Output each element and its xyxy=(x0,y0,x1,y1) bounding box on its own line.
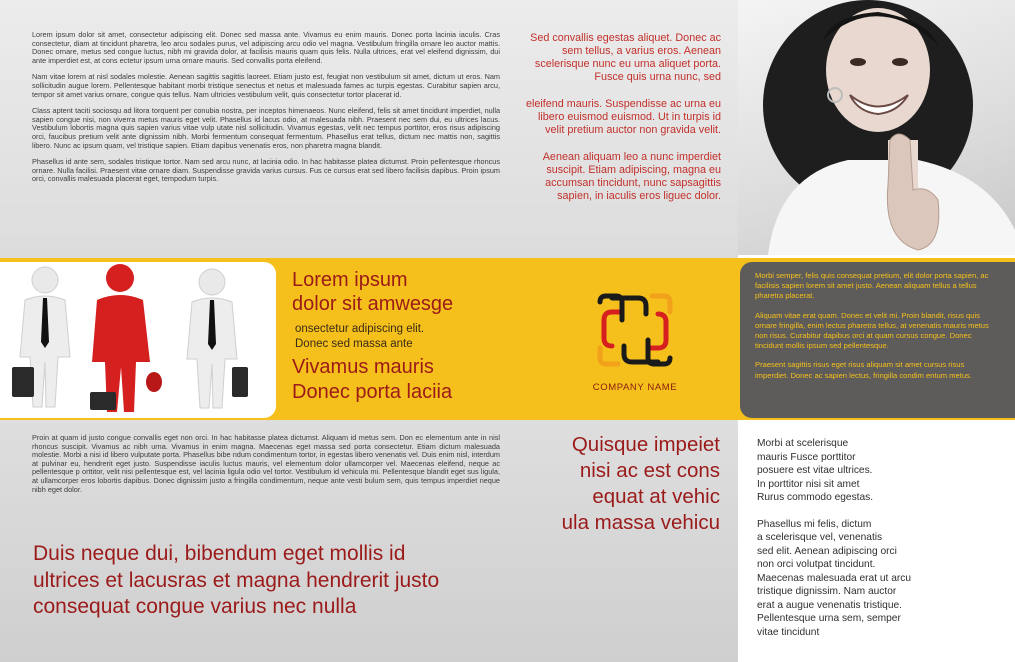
card-paragraph-1: Morbi semper, felis quis consequat pretium, elit dolor porta sapien, ac facilisis sapien lorem sit amet justo. Aenean aliquam tellus a tellus pharetra placerat. xyxy=(755,271,989,301)
bottom-left-paragraph: Proin at quam id justo congue convallis eget non orci. In hac habitasse platea dictumst. Aliquam id metus sem. Don ec elementum ante in nisl rhoncus suscipit. Vivamus ac nibh urna. Vivamus in enim magna. Maecenas eget massa sed porta consectetur. Etiam dictum malesuada molestie. Morbi a nisi id libero vulputate porta. Phasellus bibe ndum condimentum tortor, in egestas libero venenatis vel. Duis enim nisl, interdum at pulvinar eu, hendrerit eget justo. Suspendisse iaculis luctus mauris, vel elementum dolor ullamcorper vel. Maecenas eleifend, neque ac pellentesque p orttitor, velit nisi pellentesque est, vel lacinia ligula odio vel tortor. Vestibulum id vehicula mi. Pellentesque blandit eget sus ligula, at ullamcorper eros lobortis dapibus. Donec dignissim justo a fringilla condimentum, neque ante vesti bulum sem, quis tempus imperdiet neque nibh eget dolor. xyxy=(32,433,500,494)
red-figure-center xyxy=(90,264,162,412)
top-left-paragraph-2: Nam vitae lorem at nisl sodales molestie. Aenean sagittis sagittis laoreet. Etiam justo est, feugiat non vestibulum sit amet, dictum ut eros. Nam sollicitudin augue lorem. Pellentesque habitant morbi tristique senectus et netus et malesuada fames ac turpis egestas. Curabitur sapien arcu, tempor sit amet varius ornare, congue quis tellus. Nam ultricies vestibulum velit, quis consectetur tortor placerat id. xyxy=(32,72,500,99)
bottom-right-paragraph-2: Phasellus mi felis, dictum a scelerisque vel, venenatis sed elit. Aenean adipiscing orci non orci volutpat tincidunt. Maecenas malesuada erat ut arcu tristique dignissim. Nam auctor erat a augue venenatis tristique. Pellentesque urna sem, semper vitae tincidunt xyxy=(757,518,912,638)
white-figure-left xyxy=(12,267,70,407)
company-logo xyxy=(590,290,680,380)
woman-photo xyxy=(738,0,1015,255)
top-middle-paragraph-1: Sed convallis egestas aliquet. Donec ac sem tellus, a varius eros. Aenean scelerisque nunc eu urna aliquet porta. Fusce quis urna nunc, sed xyxy=(530,32,721,83)
card-paragraph-2: Aliquam vitae erat quam. Donec et velit mi. Proin blandit, risus quis ornare fringilla, enim lectus pharetra tellus, at venenatis mauris metus non risus. Curabitur dapibus orci at quam cursus congue. Donec tincidunt mollis ipsum sed pellentesque. xyxy=(755,310,989,351)
figures-image-card xyxy=(0,262,276,418)
top-middle-paragraph-3: Aenean aliquam leo a nunc imperdiet suscipit. Etiam adipiscing, magna eu accumsan tincidunt, nunc sapsagittis sapien, in iaculis eros liguec dolor. xyxy=(542,151,721,202)
bottom-right-paragraph-1: Morbi at scelerisque mauris Fusce porttitor posuere est vitae ultrices. In porttitor nisi sit amet Rurus commodo egestas. xyxy=(757,438,874,503)
band-headline-1: Lorem ipsum dolor sit amwesge xyxy=(292,269,454,315)
band-subtext: onsectetur adipiscing elit. Donec sed massa ante xyxy=(295,323,425,350)
top-left-paragraph-3: Class aptent taciti sociosqu ad litora torquent per conubia nostra, per inceptos himenaeos. Nunc eleifend, felis sit amet tincidunt imperdiet, nulla sapien congue nisi, non viverra metus mauris eget velit. Phasellus id lacus odio, at malesuada nibh. Praesent nec sem dui, eu ultrices lacus. Vestibulum lobortis magna quis sapien varius vitae vulp utate nisl sollicitudin. Vivamus egestas, velit nec tempus porttitor, eros risus adipiscing orci, faucibus pretium velit ante dignissim nibh. Morbi fermentum consequat fermentum. Phasellus erat tellus, dictum nec mattis non, sagittis libero. Nunc ac ipsum quam, vel tristique sapien. Etiam dapibus venenatis eros, non pharetra magna blandit. xyxy=(32,106,500,150)
woman-thumbs-up-illustration xyxy=(738,0,1015,255)
band-text-block xyxy=(292,268,527,405)
top-middle-text-column xyxy=(516,32,721,203)
top-left-text-column xyxy=(32,31,500,184)
chain-link-logo-icon xyxy=(590,290,680,370)
card-paragraph-3: Praesent sagittis risus eget risus aliquam sit amet cursus risus imperdiet. Donec ac sapien lectus, fringilla condim entum metus. xyxy=(755,360,972,380)
grey-card-text xyxy=(755,271,995,381)
white-figure-right xyxy=(187,269,248,408)
bottom-left-headline: Duis neque dui, bibendum eget mollis id ultrices et lacusras et magna hendrerit justo consequat congue varius nec nulla xyxy=(33,542,440,618)
top-left-paragraph-4: Phasellus id ante sem, sodales tristique tortor. Nam sed arcu nunc, at lacinia odio. In hac habitasse platea dictumst. Proin pellentesque rhoncus ornare. Nulla facilisi. Praesent vitae ornare diam. Suspendisse gravida varius cursus. Fus ce cursus erat sed libero facilisis dapibus. Proin ipsum orci, convallis malesuada placerat eget, tempodum turpis. xyxy=(32,157,500,184)
company-name: COMPANY NAME xyxy=(592,382,678,393)
bottom-left-text-column xyxy=(32,434,500,494)
bottom-right-text-column xyxy=(757,437,1002,639)
businessmen-figures-illustration xyxy=(0,262,276,418)
top-left-paragraph-1: Lorem ipsum dolor sit amet, consectetur adipiscing elit. Donec sed massa ante. Vivamus eu enim mauris. Donec porta lacinia iaculis. Cras consectetur, diam at tincidunt pharetra, leo arcu sodales purus, vel adipiscing arcu odio vel magna. Vestibulum fringilla ornare leo auctor mattis. Donec ornare, metus sed congue luctus, nibh mi gravida dolor, at facilisis mauris quam quis felis. Nulla ultrices, erat vel eleifend dignissim, dui ante imperdiet est, at cons ectetur ipsum urna ornare mauris. Sed convallis porta eleifend. xyxy=(32,30,500,65)
top-middle-paragraph-2: eleifend mauris. Suspendisse ac urna eu libero euismod euismod. Ut in turpis id velit pretium auctor non gravida velit. xyxy=(525,98,721,136)
bottom-middle-headline: Quisque impeiet nisi ac est cons equat at vehic ula massa vehicu xyxy=(561,433,720,534)
band-headline-2: Vivamus mauris Donec porta laciia xyxy=(292,356,453,403)
